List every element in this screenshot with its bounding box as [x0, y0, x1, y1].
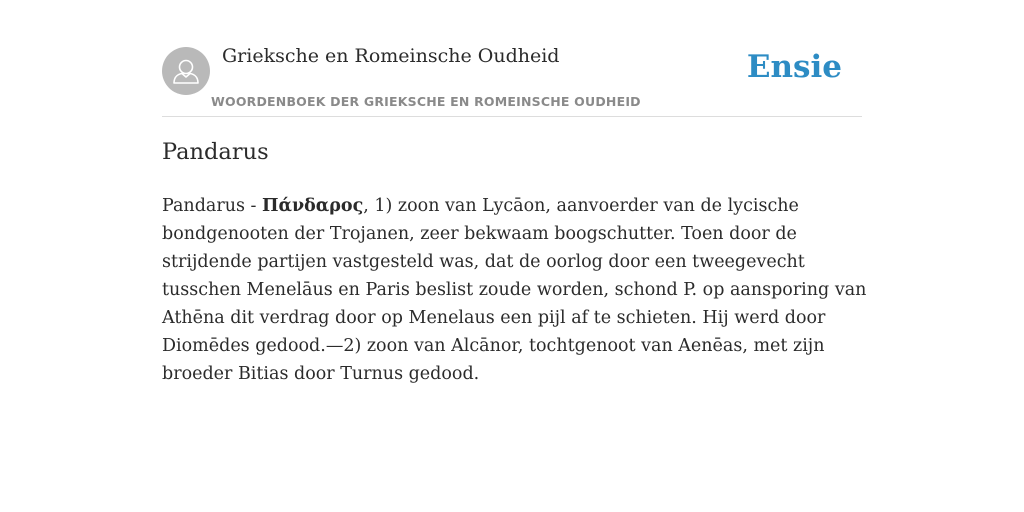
entry-separator: - [244, 196, 262, 216]
user-silhouette-icon [162, 47, 210, 95]
source-header [162, 40, 862, 117]
brand-logo-link[interactable]: Ensie [746, 49, 842, 85]
entry-definition: , 1) zoon van Lycāon, aanvoerder van de lycische bondgenooten der Trojanen, zeer bekwaam boogschutter. Toen door de strijdende partijen vastgesteld was, dat de oorlog door een tweegevecht tusschen Menelāus en Paris beslist zoude worden, schond P. op aansporing van Athēna dit verdrag door op Menelaus een pijl af te schieten. Hij werd door Diomēdes gedood.—2) zoon van Alcānor, tochtgenoot van Aenēas, met zijn broeder Bitias door Turnus gedood. [162, 196, 867, 384]
source-subtitle: WOORDENBOEK DER GRIEKSCHE EN ROMEINSCHE OUDHEID [211, 94, 641, 109]
entry-greek-term: Πάνδαρος [262, 196, 364, 216]
entry-body [162, 192, 867, 388]
source-title-link[interactable]: Grieksche en Romeinsche Oudheid [222, 45, 560, 67]
avatar[interactable] [162, 47, 210, 95]
entry-title: Pandarus [162, 139, 269, 165]
entry-lemma: Pandarus [162, 196, 245, 216]
